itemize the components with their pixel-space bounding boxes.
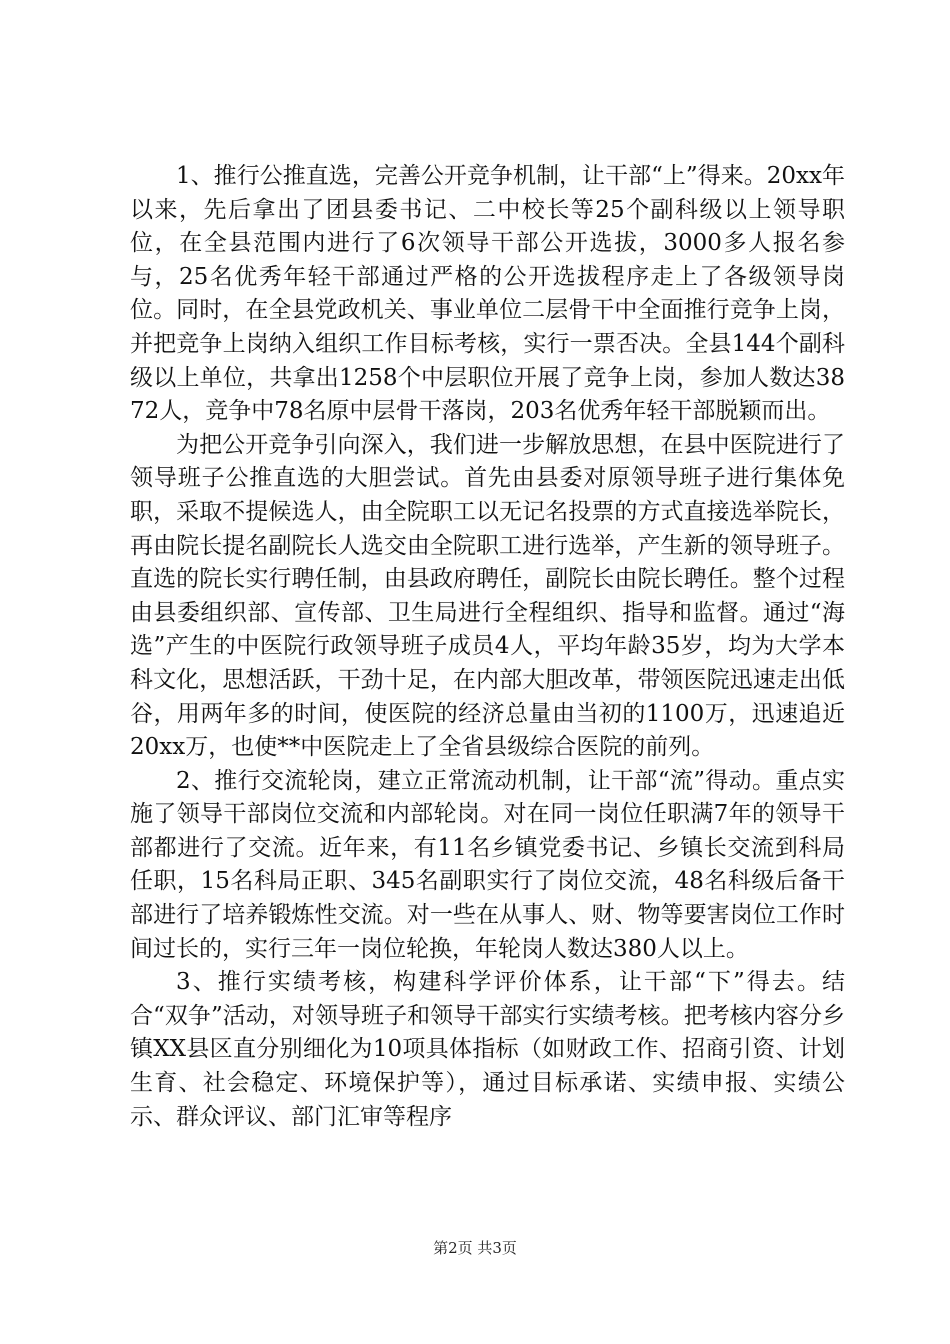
page-footer bbox=[0, 1238, 950, 1258]
page-number-label: 第2页 共3页 bbox=[433, 1239, 517, 1257]
paragraph-1: 1、推行公推直选，完善公开竞争机制，让干部“上”得来。20xx年以来，先后拿出了团县委书记、二中校长等25个副科级以上领导职位，在全县范围内进行了6次领导干部公开选拔，3000多人报名参与，25名优秀年轻干部通过严格的公开选拔程序走上了各级领导岗位。同时，在全县党政机关、事业单位二层骨干中全面推行竞争上岗，并把竞争上岗纳入组织工作目标考核，实行一票否决。全县144个副科级以上单位，共拿出1258个中层职位开展了竞争上岗，参加人数达3872人，竞争中78名原中层骨干落岗，203名优秀年轻干部脱颖而出。 bbox=[130, 163, 845, 425]
document-body bbox=[130, 160, 845, 1134]
paragraph-3: 2、推行交流轮岗，建立正常流动机制，让干部“流”得动。重点实施了领导干部岗位交流和内部轮岗。对在同一岗位任职满7年的领导干部都进行了交流。近年来，有11名乡镇党委书记、乡镇长交流到科局任职，15名科局正职、345名副职实行了岗位交流，48名科级后备干部进行了培养锻炼性交流。对一些在从事人、财、物等要害岗位工作时间过长的，实行三年一岗位轮换，年轮岗人数达380人以上。 bbox=[130, 767, 845, 962]
paragraph-4: 3、推行实绩考核，构建科学评价体系，让干部“下”得去。结合“双争”活动，对领导班子和领导干部实行实绩考核。把考核内容分乡镇XX县区直分别细化为10项具体指标（如财政工作、招商引资、计划生育、社会稳定、环境保护等），通过目标承诺、实绩申报、实绩公示、群众评议、部门汇审等程序 bbox=[130, 969, 845, 1130]
paragraph-2: 为把公开竞争引向深入，我们进一步解放思想，在县中医院进行了领导班子公推直选的大胆尝试。首先由县委对原领导班子进行集体免职，采取不提候选人，由全院职工以无记名投票的方式直接选举院长，再由院长提名副院长人选交由全院职工进行选举，产生新的领导班子。直选的院长实行聘任制，由县政府聘任，副院长由院长聘任。整个过程由县委组织部、宣传部、卫生局进行全程组织、指导和监督。通过“海选”产生的中医院行政领导班子成员4人，平均年龄35岁，均为大学本科文化，思想活跃，干劲十足，在内部大胆改革，带领医院迅速走出低谷，用两年多的时间，使医院的经济总量由当初的1100万，迅速追近20xx万，也使**中医院走上了全省县级综合医院的前列。 bbox=[130, 431, 845, 761]
